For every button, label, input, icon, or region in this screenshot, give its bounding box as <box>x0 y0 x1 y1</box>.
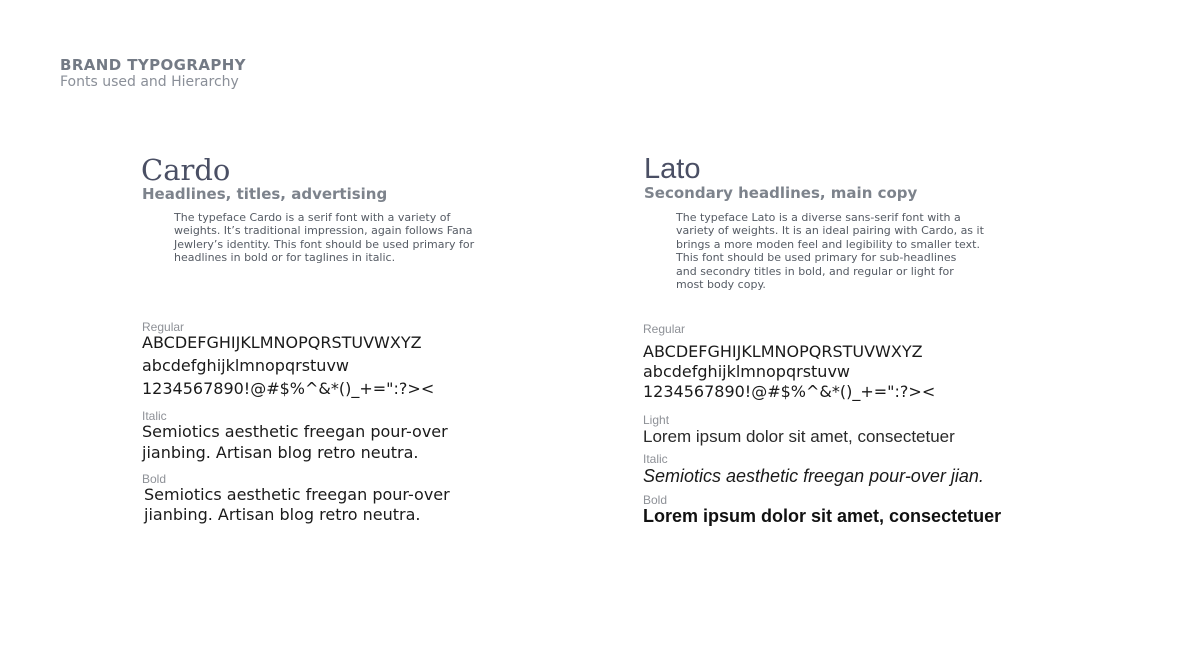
lato-description-line: and secondry titles in bold, and regular or light for <box>676 264 954 278</box>
lato-font-name: Lato <box>644 153 701 185</box>
lato-description-line: The typeface Lato is a diverse sans-serif font with a <box>676 211 961 224</box>
lato-light-label: Light <box>643 413 670 427</box>
lato-italic-label: Italic <box>643 452 668 466</box>
lato-regular-uppercase: ABCDEFGHIJKLMNOPQRSTUVWXYZ <box>643 342 923 361</box>
cardo-description-line: The typeface Cardo is a serif font with a variety of <box>174 211 451 224</box>
cardo-description-line: headlines in bold or for taglines in italic. <box>174 251 396 265</box>
cardo-italic-sample-line: jianbing. Artisan blog retro neutra. <box>142 443 419 462</box>
lato-bold-sample: Lorem ipsum dolor sit amet, consectetuer <box>643 506 1002 526</box>
lato-description <box>676 211 1006 291</box>
lato-regular-label: Regular <box>643 322 686 336</box>
lato-description-line: most body copy. <box>676 278 766 292</box>
cardo-regular-uppercase: ABCDEFGHIJKLMNOPQRSTUVWXYZ <box>142 333 422 352</box>
cardo-bold-sample-line: jianbing. Artisan blog retro neutra. <box>144 505 421 524</box>
page-title: BRAND TYPOGRAPHY <box>60 56 246 74</box>
cardo-font-name: Cardo <box>141 153 231 187</box>
cardo-regular-label: Regular <box>142 320 185 334</box>
cardo-description <box>174 211 494 265</box>
lato-regular-lowercase: abcdefghijklmnopqrstuvw <box>643 362 850 381</box>
lato-description-line: brings a more moden feel and legibility to smaller text. <box>676 237 980 251</box>
lato-italic-sample: Semiotics aesthetic freegan pour-over jian. <box>643 466 984 486</box>
cardo-usage: Headlines, titles, advertising <box>142 185 388 203</box>
cardo-bold-sample-line: Semiotics aesthetic freegan pour-over <box>144 485 450 504</box>
cardo-italic-label: Italic <box>142 409 167 423</box>
page-subtitle: Fonts used and Hierarchy <box>60 74 239 90</box>
cardo-description-line: Jewlery’s identity. This font should be used primary for <box>174 237 475 251</box>
cardo-regular-numbers: 1234567890!@#$%^&*()_+=":?>< <box>142 379 435 398</box>
lato-description-line: This font should be used primary for sub-headlines <box>676 251 957 265</box>
cardo-regular-lowercase: abcdefghijklmnopqrstuvw <box>142 356 349 375</box>
lato-regular-numbers: 1234567890!@#$%^&*()_+=":?>< <box>643 382 936 401</box>
cardo-bold-label: Bold <box>142 472 167 486</box>
cardo-description-line: weights. It’s traditional impression, again follows Fana <box>174 224 473 238</box>
lato-description-line: variety of weights. It is an ideal pairing with Cardo, as it <box>676 224 984 238</box>
lato-light-sample: Lorem ipsum dolor sit amet, consectetuer <box>643 427 955 446</box>
lato-usage: Secondary headlines, main copy <box>644 184 918 202</box>
lato-bold-label: Bold <box>643 493 668 507</box>
cardo-italic-sample-line: Semiotics aesthetic freegan pour-over <box>142 422 448 441</box>
